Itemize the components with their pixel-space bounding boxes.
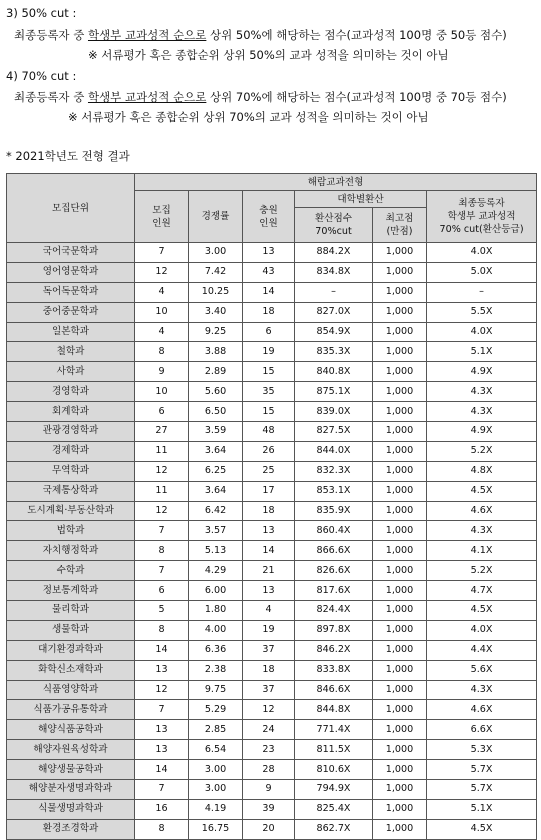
cell-ratio: 9.25 [189, 322, 243, 342]
header-extra: 충원 인원 [243, 191, 295, 243]
cell-recruit: 11 [135, 441, 189, 461]
cell-recruit: 8 [135, 342, 189, 362]
cell-recruit: 6 [135, 402, 189, 422]
cell-recruit: 8 [135, 541, 189, 561]
cell-extra: 15 [243, 362, 295, 382]
table-row [7, 799, 537, 819]
cell-final-grade: 5.3X [427, 740, 537, 760]
cell-max-score: 1,000 [373, 640, 427, 660]
table-row [7, 561, 537, 581]
cell-unit: 사학과 [7, 362, 135, 382]
cell-recruit: 16 [135, 799, 189, 819]
cell-max-score: 1,000 [373, 441, 427, 461]
cell-unit: 경제학과 [7, 441, 135, 461]
header-univ-conv: 대학별환산 [295, 191, 427, 208]
cell-recruit: 11 [135, 481, 189, 501]
cell-final-grade: 4.3X [427, 382, 537, 402]
section-70-heading: 4) 70% cut : [6, 69, 77, 83]
cell-max-score: 1,000 [373, 461, 427, 481]
cell-recruit: 7 [135, 780, 189, 800]
cell-conv-score: 840.8X [295, 362, 373, 382]
cell-conv-score: 794.9X [295, 780, 373, 800]
table-row [7, 501, 537, 521]
cell-unit: 국어국문학과 [7, 243, 135, 263]
cell-unit: 환경조경학과 [7, 819, 135, 839]
cell-max-score: 1,000 [373, 720, 427, 740]
cell-max-score: 1,000 [373, 282, 427, 302]
header-max-score: 최고점 (만점) [373, 208, 427, 243]
cell-ratio: 5.29 [189, 700, 243, 720]
cell-recruit: 6 [135, 581, 189, 601]
cell-final-grade: 5.7X [427, 780, 537, 800]
cell-conv-score: 897.8X [295, 620, 373, 640]
table-row [7, 760, 537, 780]
cell-extra: 4 [243, 601, 295, 621]
cell-conv-score: 817.6X [295, 581, 373, 601]
cell-final-grade: 4.7X [427, 581, 537, 601]
cell-max-score: 1,000 [373, 422, 427, 442]
cell-unit: 중어중문학과 [7, 302, 135, 322]
cell-conv-score: 875.1X [295, 382, 373, 402]
cell-max-score: 1,000 [373, 700, 427, 720]
cell-recruit: 14 [135, 640, 189, 660]
cell-extra: 35 [243, 382, 295, 402]
table-row [7, 402, 537, 422]
table-row [7, 680, 537, 700]
cell-ratio: 5.60 [189, 382, 243, 402]
cell-final-grade: 6.6X [427, 720, 537, 740]
cell-final-grade: 5.2X [427, 561, 537, 581]
cell-ratio: 2.38 [189, 660, 243, 680]
cell-conv-score: 862.7X [295, 819, 373, 839]
cell-ratio: 4.29 [189, 561, 243, 581]
results-title: * 2021학년도 전형 결과 [6, 149, 130, 163]
cell-ratio: 3.00 [189, 780, 243, 800]
table-row [7, 620, 537, 640]
results-table [6, 173, 537, 840]
cell-ratio: 3.00 [189, 760, 243, 780]
cell-conv-score: 827.5X [295, 422, 373, 442]
cell-recruit: 12 [135, 680, 189, 700]
table-row [7, 362, 537, 382]
cell-conv-score: 832.3X [295, 461, 373, 481]
cell-unit: 일본학과 [7, 322, 135, 342]
cell-conv-score: – [295, 282, 373, 302]
cell-max-score: 1,000 [373, 302, 427, 322]
cell-ratio: 3.00 [189, 243, 243, 263]
table-row [7, 660, 537, 680]
cell-recruit: 12 [135, 262, 189, 282]
cell-final-grade: 5.2X [427, 441, 537, 461]
table-row [7, 322, 537, 342]
cell-max-score: 1,000 [373, 402, 427, 422]
cell-max-score: 1,000 [373, 819, 427, 839]
cell-extra: 9 [243, 780, 295, 800]
cell-conv-score: 835.9X [295, 501, 373, 521]
cell-final-grade: – [427, 282, 537, 302]
cell-max-score: 1,000 [373, 760, 427, 780]
cell-max-score: 1,000 [373, 680, 427, 700]
cell-extra: 28 [243, 760, 295, 780]
cell-final-grade: 4.3X [427, 521, 537, 541]
cell-final-grade: 4.6X [427, 700, 537, 720]
cell-recruit: 13 [135, 660, 189, 680]
cell-ratio: 4.00 [189, 620, 243, 640]
cell-max-score: 1,000 [373, 481, 427, 501]
cell-extra: 39 [243, 799, 295, 819]
cell-max-score: 1,000 [373, 740, 427, 760]
cell-conv-score: 866.6X [295, 541, 373, 561]
cell-ratio: 2.89 [189, 362, 243, 382]
cell-ratio: 6.50 [189, 402, 243, 422]
cell-recruit: 7 [135, 521, 189, 541]
table-row [7, 640, 537, 660]
cell-conv-score: 826.6X [295, 561, 373, 581]
cell-unit: 정보통계학과 [7, 581, 135, 601]
cell-ratio: 3.88 [189, 342, 243, 362]
cell-unit: 해양자원육성학과 [7, 740, 135, 760]
cell-ratio: 6.36 [189, 640, 243, 660]
cell-extra: 15 [243, 402, 295, 422]
cell-final-grade: 4.5X [427, 819, 537, 839]
cell-recruit: 4 [135, 322, 189, 342]
cell-recruit: 14 [135, 760, 189, 780]
table-row [7, 780, 537, 800]
cell-extra: 21 [243, 561, 295, 581]
cell-conv-score: 825.4X [295, 799, 373, 819]
table-row [7, 262, 537, 282]
cell-final-grade: 4.5X [427, 601, 537, 621]
cell-extra: 13 [243, 521, 295, 541]
section-70-note: ※ 서류평가 혹은 종합순위 상위 70%의 교과 성적을 의미하는 것이 아님 [68, 110, 429, 124]
cell-conv-score: 824.4X [295, 601, 373, 621]
cell-extra: 13 [243, 581, 295, 601]
cell-max-score: 1,000 [373, 262, 427, 282]
cell-unit: 해양식품공학과 [7, 720, 135, 740]
table-row [7, 720, 537, 740]
cell-final-grade: 4.9X [427, 362, 537, 382]
cell-unit: 무역학과 [7, 461, 135, 481]
cell-conv-score: 846.6X [295, 680, 373, 700]
header-unit: 모집단위 [7, 174, 135, 243]
cell-max-score: 1,000 [373, 780, 427, 800]
cell-final-grade: 5.0X [427, 262, 537, 282]
cell-ratio: 6.42 [189, 501, 243, 521]
cell-recruit: 7 [135, 561, 189, 581]
cell-final-grade: 4.6X [427, 501, 537, 521]
cell-recruit: 12 [135, 501, 189, 521]
cell-max-score: 1,000 [373, 541, 427, 561]
cell-unit: 해양생물공학과 [7, 760, 135, 780]
cell-max-score: 1,000 [373, 342, 427, 362]
cell-final-grade: 4.8X [427, 461, 537, 481]
cell-conv-score: 810.6X [295, 760, 373, 780]
table-row [7, 302, 537, 322]
cell-extra: 25 [243, 461, 295, 481]
cell-extra: 26 [243, 441, 295, 461]
cell-conv-score: 853.1X [295, 481, 373, 501]
cell-extra: 18 [243, 660, 295, 680]
cell-ratio: 6.54 [189, 740, 243, 760]
cell-unit: 국제통상학과 [7, 481, 135, 501]
cell-extra: 18 [243, 501, 295, 521]
cell-recruit: 13 [135, 720, 189, 740]
cell-conv-score: 844.8X [295, 700, 373, 720]
cell-final-grade: 4.4X [427, 640, 537, 660]
cell-conv-score: 827.0X [295, 302, 373, 322]
cell-conv-score: 834.8X [295, 262, 373, 282]
cell-recruit: 27 [135, 422, 189, 442]
cell-conv-score: 860.4X [295, 521, 373, 541]
cell-ratio: 3.64 [189, 441, 243, 461]
table-row [7, 521, 537, 541]
cell-final-grade: 4.0X [427, 322, 537, 342]
cell-max-score: 1,000 [373, 620, 427, 640]
cell-max-score: 1,000 [373, 322, 427, 342]
cell-conv-score: 846.2X [295, 640, 373, 660]
cell-extra: 19 [243, 342, 295, 362]
cell-recruit: 10 [135, 302, 189, 322]
cell-ratio: 4.19 [189, 799, 243, 819]
cell-ratio: 7.42 [189, 262, 243, 282]
table-row [7, 382, 537, 402]
cell-final-grade: 5.1X [427, 342, 537, 362]
cell-final-grade: 4.3X [427, 680, 537, 700]
cell-recruit: 8 [135, 819, 189, 839]
cell-max-score: 1,000 [373, 243, 427, 263]
cell-unit: 철학과 [7, 342, 135, 362]
cell-final-grade: 5.1X [427, 799, 537, 819]
cell-ratio: 6.25 [189, 461, 243, 481]
cell-final-grade: 4.1X [427, 541, 537, 561]
cell-conv-score: 771.4X [295, 720, 373, 740]
cell-ratio: 3.59 [189, 422, 243, 442]
cell-final-grade: 5.6X [427, 660, 537, 680]
table-row [7, 282, 537, 302]
cell-unit: 도시계획·부동산학과 [7, 501, 135, 521]
cell-final-grade: 5.7X [427, 760, 537, 780]
cell-max-score: 1,000 [373, 561, 427, 581]
cell-max-score: 1,000 [373, 660, 427, 680]
cell-conv-score: 854.9X [295, 322, 373, 342]
section-70-definition [14, 90, 507, 104]
cell-unit: 경영학과 [7, 382, 135, 402]
cell-unit: 독어독문학과 [7, 282, 135, 302]
cell-recruit: 4 [135, 282, 189, 302]
cell-max-score: 1,000 [373, 501, 427, 521]
section-50-heading: 3) 50% cut : [6, 6, 77, 20]
table-row [7, 601, 537, 621]
definition-suffix: 상위 70%에 해당하는 점수(교과성적 100명 중 70등 점수) [206, 90, 507, 104]
cell-conv-score: 833.8X [295, 660, 373, 680]
cell-recruit: 7 [135, 700, 189, 720]
cell-max-score: 1,000 [373, 799, 427, 819]
table-row [7, 481, 537, 501]
cell-max-score: 1,000 [373, 362, 427, 382]
cell-extra: 43 [243, 262, 295, 282]
cell-unit: 생물학과 [7, 620, 135, 640]
cell-recruit: 10 [135, 382, 189, 402]
cell-final-grade: 4.9X [427, 422, 537, 442]
header-recruit: 모집 인원 [135, 191, 189, 243]
definition-suffix: 상위 50%에 해당하는 점수(교과성적 100명 중 50등 점수) [206, 28, 507, 42]
cell-extra: 13 [243, 243, 295, 263]
header-conv-score: 환산점수 70%cut [295, 208, 373, 243]
cell-unit: 해양분자생명과학과 [7, 780, 135, 800]
table-row [7, 342, 537, 362]
cell-extra: 17 [243, 481, 295, 501]
cell-unit: 식물생명과학과 [7, 799, 135, 819]
table-row [7, 819, 537, 839]
cell-extra: 6 [243, 322, 295, 342]
cell-unit: 법학과 [7, 521, 135, 541]
table-row [7, 541, 537, 561]
cell-ratio: 3.64 [189, 481, 243, 501]
definition-prefix: 최종등록자 중 [14, 28, 88, 42]
section-50-definition [14, 28, 507, 42]
cell-ratio: 10.25 [189, 282, 243, 302]
cell-extra: 20 [243, 819, 295, 839]
cell-final-grade: 4.0X [427, 620, 537, 640]
table-row [7, 441, 537, 461]
header-group: 해람교과전형 [135, 174, 537, 191]
cell-unit: 영어영문학과 [7, 262, 135, 282]
definition-prefix: 최종등록자 중 [14, 90, 88, 104]
cell-recruit: 12 [135, 461, 189, 481]
cell-max-score: 1,000 [373, 601, 427, 621]
cell-extra: 48 [243, 422, 295, 442]
cell-ratio: 1.80 [189, 601, 243, 621]
cell-ratio: 3.57 [189, 521, 243, 541]
cell-ratio: 2.85 [189, 720, 243, 740]
table-row [7, 700, 537, 720]
cell-unit: 대기환경과학과 [7, 640, 135, 660]
cell-conv-score: 844.0X [295, 441, 373, 461]
cell-extra: 12 [243, 700, 295, 720]
cell-final-grade: 4.3X [427, 402, 537, 422]
table-row [7, 422, 537, 442]
cell-conv-score: 839.0X [295, 402, 373, 422]
cell-recruit: 8 [135, 620, 189, 640]
cell-conv-score: 811.5X [295, 740, 373, 760]
cell-extra: 37 [243, 640, 295, 660]
header-ratio: 경쟁률 [189, 191, 243, 243]
cell-max-score: 1,000 [373, 382, 427, 402]
cell-ratio: 5.13 [189, 541, 243, 561]
cell-final-grade: 4.0X [427, 243, 537, 263]
cell-ratio: 6.00 [189, 581, 243, 601]
cell-ratio: 9.75 [189, 680, 243, 700]
cell-unit: 회계학과 [7, 402, 135, 422]
cell-unit: 수학과 [7, 561, 135, 581]
table-row [7, 581, 537, 601]
definition-underlined: 학생부 교과성적 순으로 [87, 90, 207, 104]
cell-unit: 식품가공유통학과 [7, 700, 135, 720]
section-50-note: ※ 서류평가 혹은 종합순위 상위 50%의 교과 성적을 의미하는 것이 아님 [88, 48, 449, 62]
cell-recruit: 13 [135, 740, 189, 760]
header-final: 최종등록자 학생부 교과성적 70% cut(환산등급) [427, 191, 537, 243]
cell-extra: 14 [243, 282, 295, 302]
cell-max-score: 1,000 [373, 521, 427, 541]
table-row [7, 461, 537, 481]
cell-extra: 24 [243, 720, 295, 740]
definition-underlined: 학생부 교과성적 순으로 [87, 28, 207, 42]
cell-unit: 자치행정학과 [7, 541, 135, 561]
cell-final-grade: 5.5X [427, 302, 537, 322]
cell-unit: 물리학과 [7, 601, 135, 621]
cell-recruit: 5 [135, 601, 189, 621]
cell-extra: 18 [243, 302, 295, 322]
cell-extra: 19 [243, 620, 295, 640]
cell-final-grade: 4.5X [427, 481, 537, 501]
cell-unit: 관광경영학과 [7, 422, 135, 442]
cell-ratio: 3.40 [189, 302, 243, 322]
table-row [7, 243, 537, 263]
cell-unit: 식품영양학과 [7, 680, 135, 700]
cell-ratio: 16.75 [189, 819, 243, 839]
cell-conv-score: 835.3X [295, 342, 373, 362]
cell-recruit: 7 [135, 243, 189, 263]
cell-conv-score: 884.2X [295, 243, 373, 263]
cell-extra: 37 [243, 680, 295, 700]
cell-extra: 14 [243, 541, 295, 561]
cell-recruit: 9 [135, 362, 189, 382]
cell-extra: 23 [243, 740, 295, 760]
cell-max-score: 1,000 [373, 581, 427, 601]
cell-unit: 화학신소재학과 [7, 660, 135, 680]
